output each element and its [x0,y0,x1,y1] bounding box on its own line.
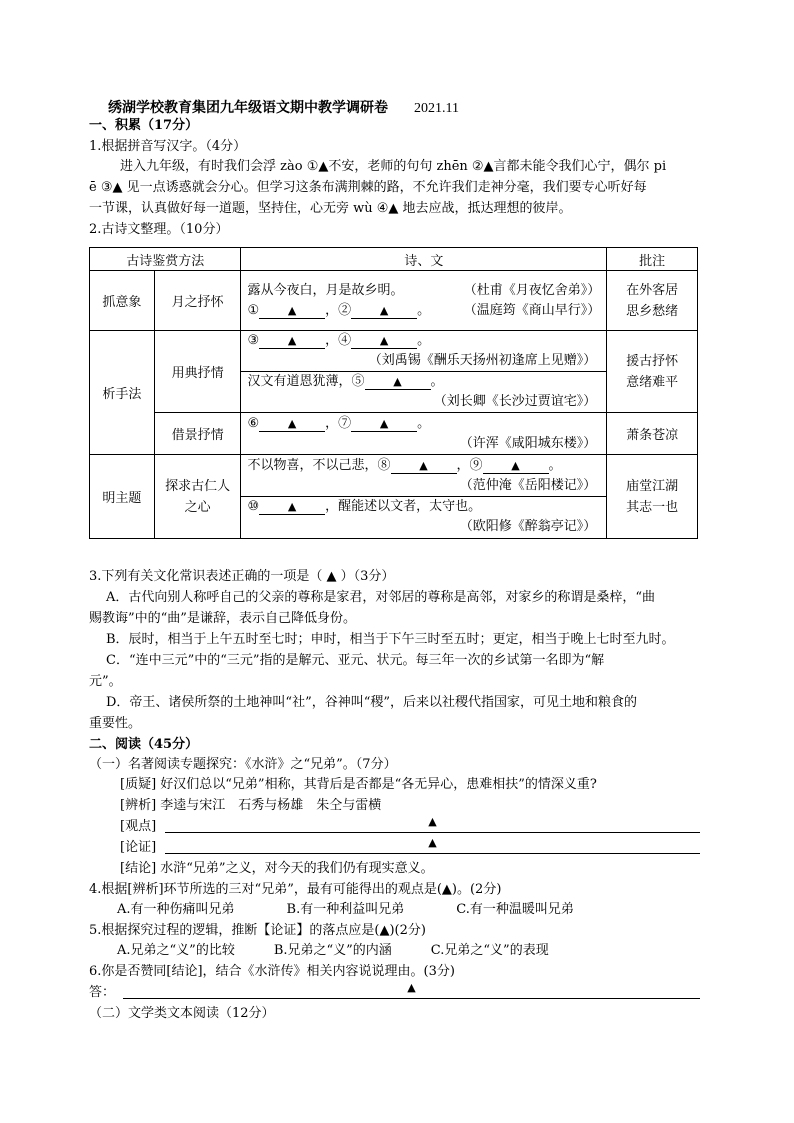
poem-source: （许浑《咸阳城东楼》） [459,435,597,451]
q6-stem: 6.你是否赞同[结论]，结合《水浒传》相关内容说说理由。(3分) [89,964,455,979]
query-line: [质疑] 好汉们总以“兄弟”相称，其背后是否都是“各无异心，患难相扶”的情深义重? [120,777,597,792]
section-2-heading: 二、阅读（45分） [89,737,199,752]
poem-line: 汉文有道恩犹薄，⑤ ▲ 。 [247,374,444,389]
analysis-line: [辨析] 李逵与宋江 石秀与杨雄 朱仝与雷横 [120,798,382,813]
header-poem: 诗、文 [241,248,607,271]
part2-heading: （二）文学类文本阅读（12分） [89,1006,275,1021]
q3-option-c: C．“连中三元”中的“三元”指的是解元、亚元、状元。每三年一次的乡试第一名即为“解 [106,653,605,668]
q3-option-d-cont: 重要性。 [89,716,142,731]
poem-cell [241,271,607,331]
answer-blank[interactable]: ▲ [259,304,325,319]
answer-blank[interactable]: ▲ [351,334,417,349]
note-cell: 萧条苍凉 [607,413,698,455]
argument-answer-line[interactable]: ▲ [165,836,700,854]
note-cell: 在外客居 思乡愁绪 [607,271,698,331]
poem-cell [241,331,607,413]
group-label: 析手法 [90,331,155,455]
subgroup-label: 用典抒情 [154,331,241,413]
conclusion-line: [结论] 水浒“兄弟”之义，对今天的我们仍有现实意义。 [120,861,434,876]
q1-stem: 1.根据拼音写汉字。（4分） [89,139,247,154]
answer-label: 答： [89,985,116,1000]
title-year: 2021.11 [414,101,459,116]
answer-blank[interactable]: ▲ [391,459,457,474]
q5-stem: 5.根据探究过程的逻辑，推断【论证】的落点应是(▲)(2分) [89,923,426,938]
poem-line: 露从今夜白，月是故乡明。 （杜甫《月夜忆舍弟》） [247,282,601,298]
poem-table [89,247,698,539]
note-cell: 庙堂江湖 其志一也 [607,455,698,539]
poem-line: ① ▲ ，② ▲ 。 （温庭筠《商山早行》） [247,302,601,318]
q2-stem: 2.古诗文整理。（10分） [89,222,229,237]
q3-option-d: D．帝王、诸侯所祭的土地神叫“社”，谷神叫“稷”，后来以社稷代指国家，可见土地和粮食的 [106,695,638,710]
header-note: 批注 [607,248,698,271]
poem-source: （范仲淹《岳阳楼记》） [459,478,597,493]
subgroup-label: 月之抒怀 [154,271,241,331]
poem-source: （刘长卿《长沙过贾谊宅》） [433,394,597,409]
section-1-heading: 一、积累（17分） [89,118,199,133]
viewpoint-answer-line[interactable]: ▲ [165,815,700,833]
argument-label: [论证] [120,840,157,855]
part1-heading: （一）名著阅读专题探究：《水浒》之“兄弟”。（7分） [89,757,397,772]
poem-source: （刘禹锡《酬乐天扬州初逢席上见赠》） [368,353,597,368]
note-cell: 援古抒怀 意绪难平 [607,331,698,413]
answer-blank[interactable]: ▲ [259,334,325,349]
poem-source: （欧阳修《醉翁亭记》） [459,519,597,534]
answer-blank[interactable]: ▲ [483,459,549,474]
title-text: 绣湖学校教育集团九年级语文期中教学调研卷 [108,100,388,116]
q4-options: A.有一种伤痛叫兄弟 B.有一种利益叫兄弟 C.有一种温暖叫兄弟 [117,902,574,917]
poem-line: ⑥ ▲ ，⑦ ▲ 。 [247,415,431,431]
q3-option-c-cont: 元”。 [89,674,122,689]
poem-line: 不以物喜，不以己悲，⑧ ▲ ，⑨ ▲ 。 [247,458,562,473]
answer-blank[interactable]: ▲ [259,500,325,515]
q3-option-b: B．辰时，相当于上午五时至七时；申时，相当于下午三时至五时；更定，相当于晚上七时至九时。 [106,632,675,647]
q3-option-a: A．古代向别人称呼自己的父亲的尊称是家君，对邻居的尊称是高邻，对家乡的称谓是桑梓，“曲 [106,590,656,605]
poem-cell [241,413,607,455]
q3-option-a-cont: 赐教诲”中的“曲”是谦辞，表示自己降低身份。 [89,611,356,626]
answer-blank[interactable]: ▲ [351,304,417,319]
answer-blank[interactable]: ▲ [365,375,431,390]
q1-text-line: ē ③▲ 见一点诱惑就会分心。但学习这条布满荆棘的路，不允许我们走神分毫，我们要专心听好每 [89,180,647,195]
group-label: 明主题 [90,455,155,539]
answer-blank[interactable]: ▲ [259,417,325,432]
poem-cell [241,455,607,539]
q1-text-line: 进入九年级，有时我们会浮 zào ①▲不安，老师的句句 zhēn ②▲言都未能令我们心宁，偶尔 pi [120,159,667,174]
header-method: 古诗鉴赏方法 [90,248,241,271]
q4-stem: 4.根据[辨析]环节所选的三对“兄弟”，最有可能得出的观点是(▲)。(2分) [89,882,502,897]
viewpoint-label: [观点] [120,819,157,834]
group-label: 抓意象 [90,271,155,331]
subgroup-label: 借景抒情 [154,413,241,455]
page-title [108,97,459,117]
answer-blank[interactable]: ▲ [351,417,417,432]
q5-options: A.兄弟之“义”的比较 B.兄弟之“义”的内涵 C.兄弟之“义”的表现 [117,943,549,958]
subgroup-label: 探求古仁人 之心 [154,455,241,539]
poem-line: ③ ▲ ，④ ▲ 。 [247,333,431,348]
q3-stem: 3.下列有关文化常识表述正确的一项是（ ▲ ）（3分） [89,569,395,584]
q6-answer-line[interactable]: ▲ [123,981,700,999]
q1-text-line: 一节课，认真做好每一道题，坚持住，心无旁 wù ④▲ 地去应战，抵达理想的彼岸。 [89,201,572,216]
poem-line: ⑩ ▲ ，醒能述以文者，太守也。 [247,499,482,514]
